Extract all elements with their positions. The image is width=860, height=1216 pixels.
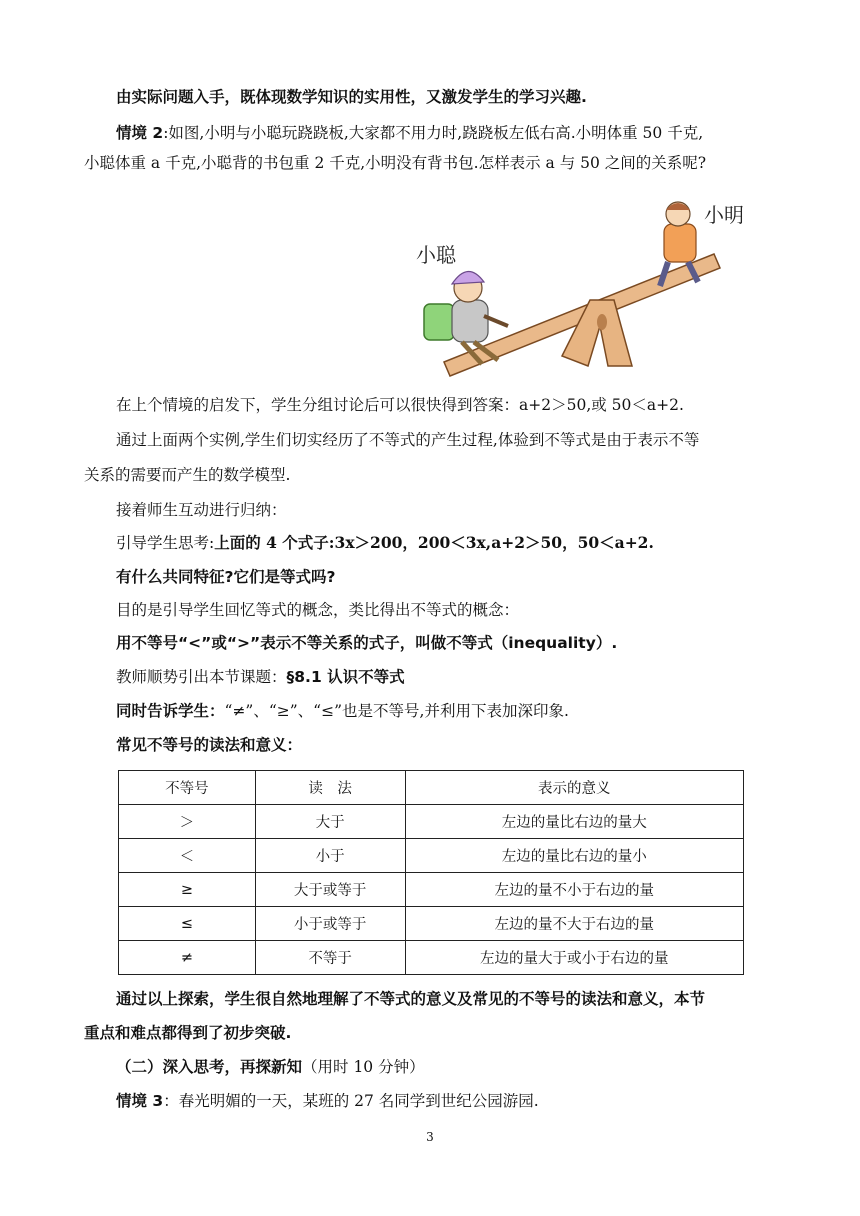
table-cell-reading: 大于或等于 (255, 873, 405, 907)
figure-label-right: 小明 (704, 203, 744, 227)
table-header-cell: 表示的意义 (405, 771, 743, 805)
paragraph-answer: 在上个情境的启发下，学生分组讨论后可以很快得到答案：a+2＞50,或 50＜a+2. (116, 396, 684, 414)
table-cell-meaning: 左边的量不小于右边的量 (405, 873, 743, 907)
paragraph-summary-cont: 关系的需要而产生的数学模型. (84, 466, 291, 484)
paragraph-interaction: 接着师生互动进行归纳： (116, 501, 287, 519)
page-number: 3 (426, 1130, 434, 1144)
table-row (119, 941, 744, 975)
paragraph-intro: 由实际问题入手，既体现数学知识的实用性，又激发学生的学习兴趣. (116, 88, 587, 106)
backpack (424, 304, 454, 340)
topic-prefix: 教师顺势引出本节课题： (116, 668, 287, 686)
scenario-3-text: ：春光明媚的一天，某班的 27 名同学到世纪公园游园. (163, 1092, 539, 1110)
scenario-2-label: 情境 2 (116, 124, 164, 142)
inequality-sign-table (118, 770, 744, 975)
child-right-hair (666, 203, 690, 210)
think-prefix: 引导学生思考: (116, 534, 215, 552)
paragraph-scenario-2-cont: 小聪体重 a 千克,小聪背的书包重 2 千克,小明没有背书包.怎样表示 a 与 50 之间的关系呢? (84, 154, 707, 172)
other-signs-text: “≠”、“≥”、“≤”也是不等号,并利用下表加深印象. (224, 702, 569, 720)
child-right-body (664, 224, 696, 262)
table-cell-meaning: 左边的量比右边的量大 (405, 805, 743, 839)
table-row (119, 873, 744, 907)
table-cell-meaning: 左边的量比右边的量小 (405, 839, 743, 873)
paragraph-scenario-2 (116, 122, 703, 144)
child-left-body (452, 300, 488, 342)
table-cell-sign: ＞ (119, 805, 256, 839)
table-cell-reading: 小于或等于 (255, 907, 405, 941)
paragraph-question: 有什么共同特征?它们是等式吗? (116, 568, 336, 586)
paragraph-conclusion-cont: 重点和难点都得到了初步突破. (84, 1024, 292, 1042)
table-cell-sign: ≠ (119, 941, 256, 975)
fulcrum-bolt (597, 314, 607, 330)
paragraph-conclusion: 通过以上探索，学生很自然地理解了不等式的意义及常见的不等号的读法和意义，本节 (116, 990, 706, 1008)
section-heading (116, 1056, 425, 1078)
table-cell-sign: ≥ (119, 873, 256, 907)
paragraph-summary: 通过上面两个实例,学生们切实经历了不等式的产生过程,体验到不等式是由于表示不等 (116, 431, 700, 449)
scenario-2-text: :如图,小明与小聪玩跷跷板,大家都不用力时,跷跷板左低右高.小明体重 50 千克, (163, 124, 704, 142)
table-cell-reading: 大于 (255, 805, 405, 839)
table-cell-sign: ＜ (119, 839, 256, 873)
paragraph-other-signs (116, 700, 569, 722)
table-cell-sign: ≤ (119, 907, 256, 941)
paragraph-definition: 用不等号“<”或“>”表示不等关系的式子，叫做不等式（inequality）. (116, 634, 618, 652)
think-formulas: 上面的 4 个式子:3x＞200，200＜3x,a+2＞50，50＜a+2. (214, 533, 654, 552)
paragraph-think (116, 532, 654, 554)
other-signs-prefix: 同时告诉学生： (116, 702, 225, 720)
figure-label-left: 小聪 (416, 243, 456, 267)
table-row (119, 805, 744, 839)
section-heading-time: （用时 10 分钟） (302, 1058, 425, 1076)
table-row (119, 839, 744, 873)
table-cell-reading: 不等于 (255, 941, 405, 975)
table-cell-meaning: 左边的量大于或小于右边的量 (405, 941, 743, 975)
child-left-hat (452, 271, 484, 284)
table-header-row (119, 771, 744, 805)
table-header-cell: 读 法 (255, 771, 405, 805)
seesaw-illustration (412, 196, 744, 386)
table-cell-meaning: 左边的量不大于右边的量 (405, 907, 743, 941)
paragraph-scenario-3 (116, 1090, 539, 1112)
paragraph-purpose: 目的是引导学生回忆等式的概念，类比得出不等式的概念： (116, 601, 520, 619)
table-header-cell: 不等号 (119, 771, 256, 805)
paragraph-topic (116, 666, 405, 688)
scenario-3-label: 情境 3 (116, 1092, 164, 1110)
table-cell-reading: 小于 (255, 839, 405, 873)
table-row (119, 907, 744, 941)
section-heading-title: （二）深入思考，再探新知 (116, 1058, 303, 1076)
paragraph-table-caption: 常见不等号的读法和意义： (116, 736, 303, 754)
topic-title: §8.1 认识不等式 (286, 668, 405, 686)
